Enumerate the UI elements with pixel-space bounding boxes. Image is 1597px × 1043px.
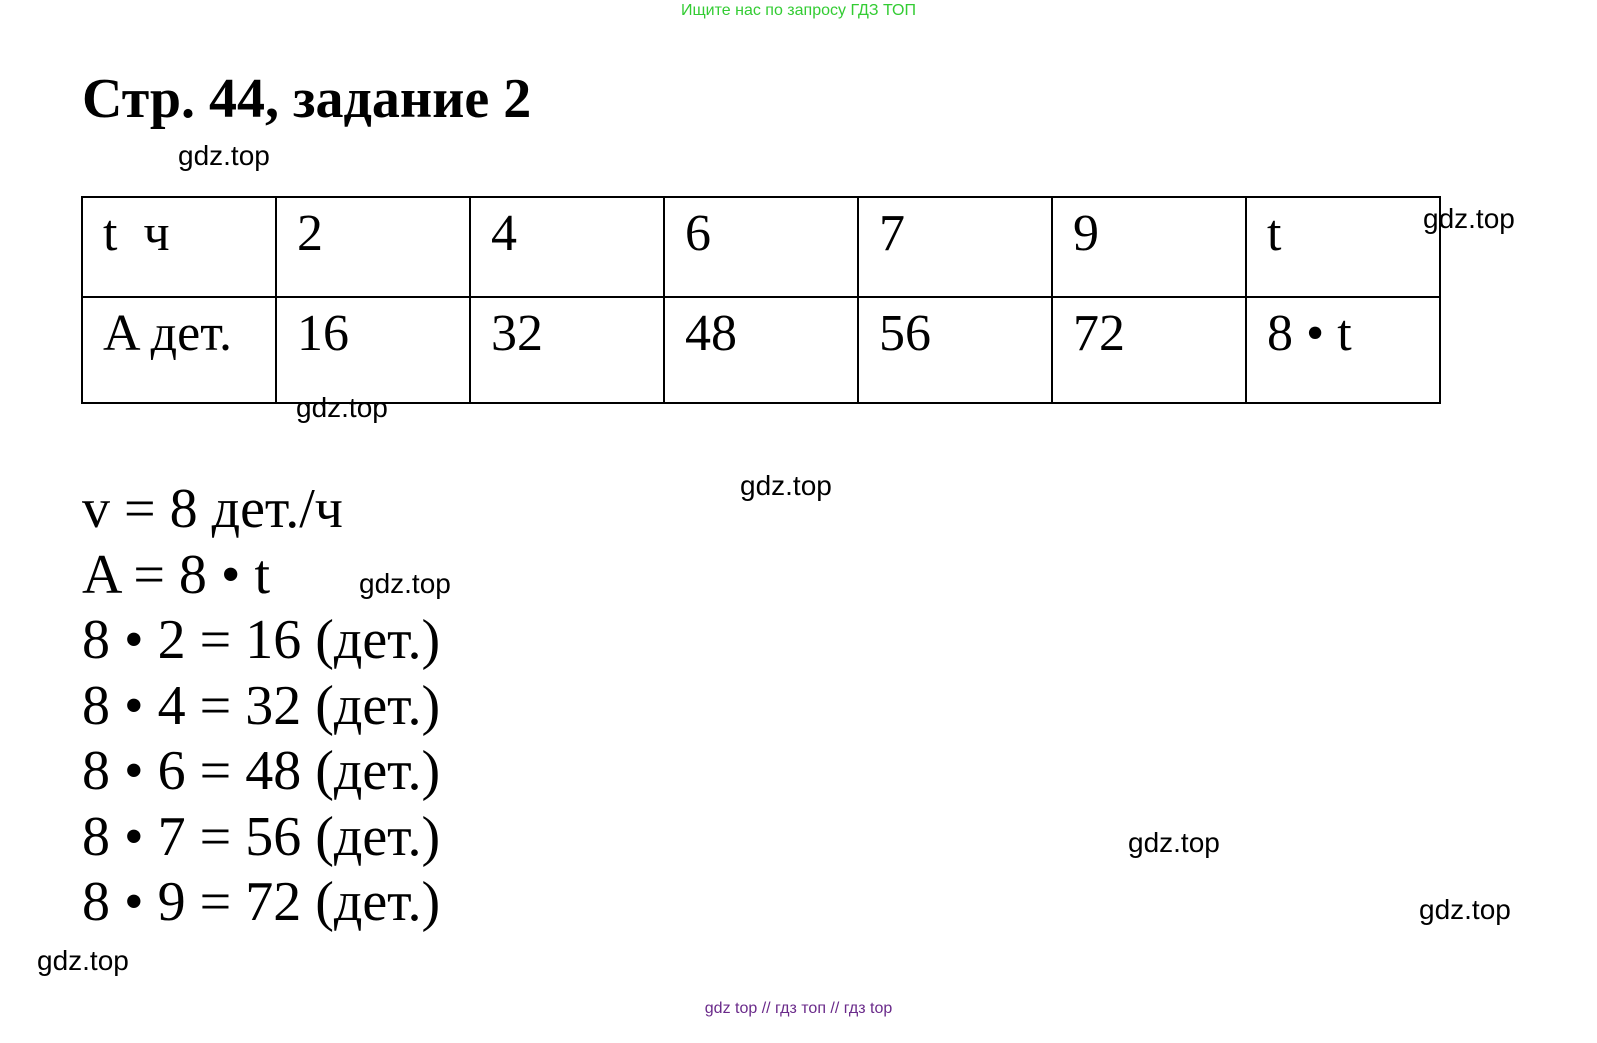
watermark: gdz.top (37, 945, 129, 976)
watermark: gdz.top (359, 568, 451, 599)
watermark: gdz.top (740, 470, 832, 501)
table-cell: 2 (276, 197, 470, 297)
table-cell: 32 (470, 297, 664, 403)
page-title: Стр. 44, задание 2 (82, 68, 532, 130)
solution-line: 8 • 9 = 72 (дет.) (82, 871, 441, 933)
table-cell: 9 (1052, 197, 1246, 297)
table-row-time (82, 197, 1440, 297)
table-cell: 7 (858, 197, 1052, 297)
solution-line: 8 • 4 = 32 (дет.) (82, 674, 441, 737)
table-cell: 56 (858, 297, 1052, 403)
top-banner: Ищите нас по запросу ГДЗ ТОП (681, 2, 916, 19)
table-cell: 48 (664, 297, 858, 403)
table-row-work (82, 297, 1440, 403)
solution-line: 8 • 6 = 48 (дет.) (82, 740, 441, 802)
watermark: gdz.top (178, 140, 270, 171)
footer-links: gdz top // гдз топ // гдз top (704, 1000, 893, 1017)
table-cell: 72 (1052, 297, 1246, 403)
solution-line: A = 8 • t (82, 543, 271, 606)
watermark: gdz.top (1419, 894, 1511, 925)
solution-line: v = 8 дет./ч (82, 478, 343, 540)
table-cell: 8 • t (1246, 297, 1440, 403)
solution-line: 8 • 7 = 56 (дет.) (82, 805, 441, 868)
data-table (81, 196, 1441, 404)
table-cell: 4 (470, 197, 664, 297)
table-cell: t (1246, 197, 1440, 297)
watermark: gdz.top (1128, 827, 1220, 858)
table-cell: 6 (664, 197, 858, 297)
table-cell: t ч (82, 197, 276, 297)
solution-line: 8 • 2 = 16 (дет.) (82, 609, 441, 671)
watermark: gdz.top (1423, 203, 1515, 234)
watermark: gdz.top (296, 392, 388, 423)
table-cell: 16 (276, 297, 470, 403)
table-cell: A дет. (82, 297, 276, 403)
solution-block (82, 477, 440, 936)
